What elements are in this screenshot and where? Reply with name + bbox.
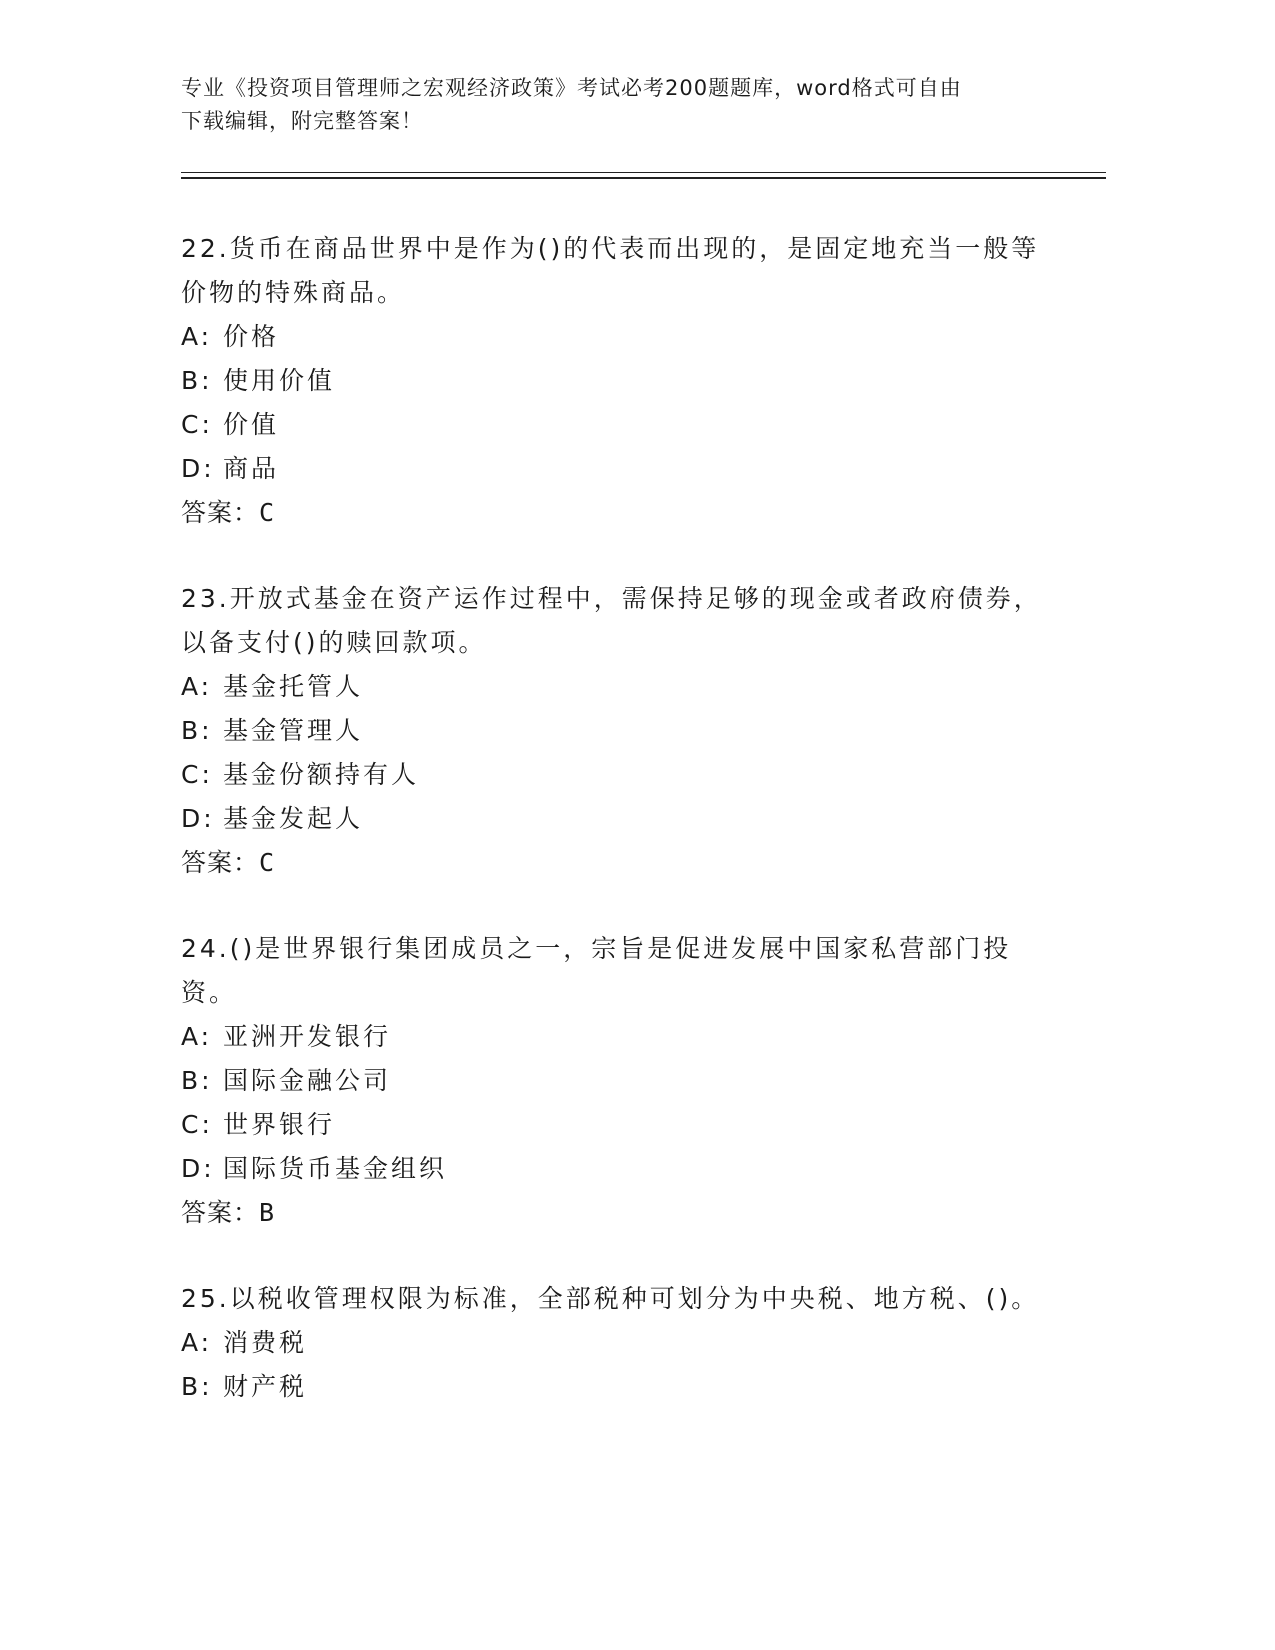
option-c <box>181 753 1061 797</box>
option-a <box>181 315 1061 359</box>
header-line-2: 下载编辑，附完整答案！ <box>181 109 423 133</box>
option-text: 使用价值 <box>223 366 336 395</box>
option-d <box>181 447 1061 491</box>
answer-label: 答案： <box>181 498 260 527</box>
option-text: 国际金融公司 <box>223 1066 392 1095</box>
option-key: D: <box>181 804 215 833</box>
option-key: A: <box>181 1022 213 1051</box>
answer-label: 答案： <box>181 1198 260 1227</box>
option-text: 消费税 <box>223 1328 308 1357</box>
answer-label: 答案： <box>181 848 260 877</box>
header-divider-thin <box>181 172 1106 173</box>
question-text: 24.()是世界银行集团成员之一，宗旨是促进发展中国家私营部门投资。 <box>181 934 1012 1007</box>
option-key: B: <box>181 366 213 395</box>
answer-value: C <box>259 848 275 877</box>
option-b <box>181 359 1061 403</box>
option-a <box>181 1321 1061 1365</box>
answer-line <box>181 1191 1061 1235</box>
option-b <box>181 709 1061 753</box>
option-text: 基金份额持有人 <box>223 760 420 789</box>
option-d <box>181 797 1061 841</box>
answer-line <box>181 491 1061 535</box>
document-header <box>181 72 1061 138</box>
option-key: B: <box>181 1372 213 1401</box>
option-key: A: <box>181 1328 213 1357</box>
option-key: A: <box>181 322 213 351</box>
option-key: D: <box>181 454 215 483</box>
answer-line <box>181 841 1061 885</box>
option-text: 亚洲开发银行 <box>223 1022 392 1051</box>
option-key: A: <box>181 672 213 701</box>
option-text: 国际货币基金组织 <box>223 1154 448 1183</box>
option-text: 财产税 <box>223 1372 308 1401</box>
question-24 <box>181 927 1061 1235</box>
option-d <box>181 1147 1061 1191</box>
option-a <box>181 1015 1061 1059</box>
option-key: C: <box>181 760 213 789</box>
option-a <box>181 665 1061 709</box>
option-key: B: <box>181 1066 213 1095</box>
option-c <box>181 403 1061 447</box>
option-text: 价值 <box>223 410 280 439</box>
option-key: C: <box>181 1110 213 1139</box>
option-key: D: <box>181 1154 215 1183</box>
question-text: 25.以税收管理权限为标准，全部税种可划分为中央税、地方税、()。 <box>181 1284 1040 1313</box>
option-text: 价格 <box>223 322 280 351</box>
option-key: B: <box>181 716 213 745</box>
option-text: 基金管理人 <box>223 716 364 745</box>
question-25 <box>181 1277 1061 1409</box>
option-text: 基金托管人 <box>223 672 364 701</box>
option-key: C: <box>181 410 213 439</box>
answer-value: C <box>259 498 275 527</box>
option-c <box>181 1103 1061 1147</box>
option-b <box>181 1365 1061 1409</box>
question-23 <box>181 577 1061 885</box>
option-text: 商品 <box>223 454 280 483</box>
answer-value: B <box>259 1198 275 1227</box>
question-text: 23.开放式基金在资产运作过程中，需保持足够的现金或者政府债券，以备支付()的赎回款项。 <box>181 584 1042 657</box>
question-list <box>181 227 1061 1451</box>
header-divider-thick <box>181 177 1106 179</box>
header-line-1: 专业《投资项目管理师之宏观经济政策》考试必考200题题库，word格式可自由 <box>181 76 962 100</box>
option-text: 基金发起人 <box>223 804 364 833</box>
option-text: 世界银行 <box>223 1110 336 1139</box>
option-b <box>181 1059 1061 1103</box>
question-22 <box>181 227 1061 535</box>
question-text: 22.货币在商品世界中是作为()的代表而出现的，是固定地充当一般等价物的特殊商品。 <box>181 234 1040 307</box>
